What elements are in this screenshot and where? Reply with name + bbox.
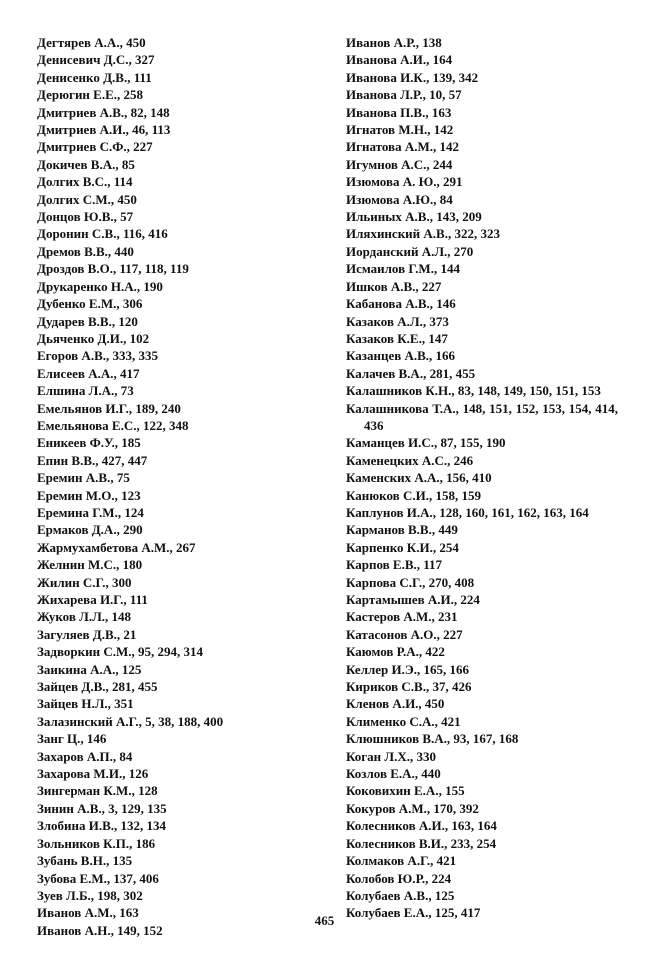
index-entry: Каменецких А.С., 246 bbox=[346, 452, 474, 468]
index-entry: Каменских А.А., 156, 410 bbox=[346, 470, 492, 486]
index-entry: Жуков Л.Л., 148 bbox=[37, 609, 132, 625]
index-entry: Залазинский А.Г., 5, 38, 188, 400 bbox=[37, 713, 224, 729]
index-entry: Иорданский А.Л., 270 bbox=[346, 243, 474, 259]
index-entry: Колмаков А.Г., 421 bbox=[346, 853, 457, 869]
index-entry: Еникеев Ф.У., 185 bbox=[37, 435, 141, 451]
index-entry: Зубань В.Н., 135 bbox=[37, 853, 133, 869]
index-entry: Егоров А.В., 333, 335 bbox=[37, 348, 158, 364]
index-entry: Зубова Е.М., 137, 406 bbox=[37, 870, 159, 886]
index-entry: Коган Л.Х., 330 bbox=[346, 748, 436, 764]
index-entry: Иванова П.В., 163 bbox=[346, 104, 452, 120]
index-entry: Елшина Л.А., 73 bbox=[37, 383, 134, 399]
index-column-left bbox=[37, 34, 307, 939]
index-entry: Дерюгин Е.Е., 258 bbox=[37, 87, 144, 103]
index-entry: Зинин А.В., 3, 129, 135 bbox=[37, 800, 167, 816]
index-entry: Денисевич Д.С., 327 bbox=[37, 52, 155, 68]
index-entry: Дмитриев А.И., 46, 113 bbox=[37, 122, 171, 138]
index-entry: Карманов В.В., 449 bbox=[346, 522, 458, 538]
index-entry: Игумнов А.С., 244 bbox=[346, 156, 453, 172]
index-entry: Дударев В.В., 120 bbox=[37, 313, 138, 329]
index-entry: Изюмова А.Ю., 84 bbox=[346, 191, 453, 207]
index-entry: Дубенко Е.М., 306 bbox=[37, 296, 143, 312]
index-entry: Клименко С.А., 421 bbox=[346, 713, 461, 729]
index-entry: Жилин С.Г., 300 bbox=[37, 574, 132, 590]
index-column-right bbox=[346, 34, 618, 922]
index-entry: Долгих В.С., 114 bbox=[37, 174, 133, 190]
index-entry: Калашникова Т.А., 148, 151, 152, 153, 154, 414, 436 bbox=[346, 400, 618, 433]
index-entry: Колесников В.И., 233, 254 bbox=[346, 835, 497, 851]
index-entry: Елисеев А.А., 417 bbox=[37, 365, 140, 381]
index-entry: Денисенко Д.В., 111 bbox=[37, 69, 152, 85]
index-entry: Емельянова Е.С., 122, 348 bbox=[37, 417, 189, 433]
index-entry: Казаков А.Л., 373 bbox=[346, 313, 449, 329]
index-entry: Дроздов В.О., 117, 118, 119 bbox=[37, 261, 189, 277]
index-entry: Катасонов А.О., 227 bbox=[346, 626, 463, 642]
index-entry: Калачев В.А., 281, 455 bbox=[346, 365, 476, 381]
index-entry: Калашников К.Н., 83, 148, 149, 150, 151, 153 bbox=[346, 383, 601, 399]
index-entry: Еремина Г.М., 124 bbox=[37, 504, 144, 520]
index-entry: Жармухамбетова А.М., 267 bbox=[37, 539, 196, 555]
index-entry: Колубаев Е.А., 125, 417 bbox=[346, 905, 481, 921]
index-entry: Колесников А.И., 163, 164 bbox=[346, 818, 497, 834]
index-entry: Канюков С.И., 158, 159 bbox=[346, 487, 481, 503]
index-entry: Зайцев Н.Л., 351 bbox=[37, 696, 134, 712]
index-entry: Иванов А.Р., 138 bbox=[346, 35, 442, 50]
index-entry: Изюмова А. Ю., 291 bbox=[346, 174, 463, 190]
index-entry: Ермаков Д.А., 290 bbox=[37, 522, 143, 538]
index-entry: Колобов Ю.Р., 224 bbox=[346, 870, 452, 886]
index-entry: Еремин А.В., 75 bbox=[37, 470, 130, 486]
index-entry: Желнин М.С., 180 bbox=[37, 557, 143, 573]
index-entry: Донцов Ю.В., 57 bbox=[37, 209, 134, 225]
index-entry: Захарова М.И., 126 bbox=[37, 766, 149, 782]
index-entry: Дмитриев А.В., 82, 148 bbox=[37, 104, 170, 120]
index-entry: Колубаев А.В., 125 bbox=[346, 887, 455, 903]
index-entry: Зольников К.П., 186 bbox=[37, 835, 156, 851]
index-entry: Каманцев И.С., 87, 155, 190 bbox=[346, 435, 506, 451]
index-entry: Козлов Е.А., 440 bbox=[346, 766, 441, 782]
index-entry: Казанцев А.В., 166 bbox=[346, 348, 456, 364]
index-entry: Иляхинский А.В., 322, 323 bbox=[346, 226, 500, 242]
index-entry: Епин В.В., 427, 447 bbox=[37, 452, 148, 468]
index-entry: Клюшников В.А., 93, 167, 168 bbox=[346, 731, 519, 747]
index-entry: Казаков К.Е., 147 bbox=[346, 330, 448, 346]
index-entry: Жихарева И.Г., 111 bbox=[37, 592, 148, 607]
index-entry: Иванова А.И., 164 bbox=[346, 52, 453, 68]
index-entry: Кленов А.И., 450 bbox=[346, 696, 445, 712]
index-entry: Ишков А.В., 227 bbox=[346, 278, 442, 294]
index-entry: Игнатова А.М., 142 bbox=[346, 139, 459, 155]
index-entry: Исмаилов Г.М., 144 bbox=[346, 261, 460, 277]
index-entry: Кириков С.В., 37, 426 bbox=[346, 679, 472, 695]
index-entry: Докичев В.А., 85 bbox=[37, 156, 135, 172]
page-number: 465 bbox=[314, 913, 335, 928]
index-entry: Иванова И.К., 139, 342 bbox=[346, 69, 479, 85]
index-entry: Карпов Е.В., 117 bbox=[346, 557, 443, 573]
index-entry: Задворкин С.М., 95, 294, 314 bbox=[37, 644, 203, 660]
index-entry: Картамышев А.И., 224 bbox=[346, 592, 480, 607]
index-entry: Ильиных А.В., 143, 209 bbox=[346, 209, 482, 225]
index-entry: Загуляев Д.В., 21 bbox=[37, 626, 137, 642]
index-entry: Иванова Л.Р., 10, 57 bbox=[346, 87, 462, 103]
index-entry: Занг Ц., 146 bbox=[37, 731, 107, 747]
index-entry: Дремов В.В., 440 bbox=[37, 243, 134, 259]
index-entry: Дьяченко Д.И., 102 bbox=[37, 330, 150, 346]
index-entry: Злобина И.В., 132, 134 bbox=[37, 818, 166, 834]
index-entry: Иванов А.Н., 149, 152 bbox=[37, 922, 163, 938]
index-entry: Емельянов И.Г., 189, 240 bbox=[37, 400, 181, 416]
index-entry: Доронин С.В., 116, 416 bbox=[37, 226, 168, 242]
index-entry: Зуев Л.Б., 198, 302 bbox=[37, 887, 143, 903]
index-entry: Келлер И.Э., 165, 166 bbox=[346, 661, 469, 677]
index-entry: Кабанова А.В., 146 bbox=[346, 296, 456, 312]
index-entry: Захаров А.П., 84 bbox=[37, 748, 133, 764]
index-entry: Зингерман К.М., 128 bbox=[37, 783, 158, 799]
index-entry: Игнатов М.Н., 142 bbox=[346, 122, 454, 138]
index-entry: Зайцев Д.В., 281, 455 bbox=[37, 679, 158, 695]
index-entry: Иванов А.М., 163 bbox=[37, 905, 139, 921]
index-entry: Еремин М.О., 123 bbox=[37, 487, 141, 503]
index-entry: Карпенко К.И., 254 bbox=[346, 539, 459, 555]
index-entry: Каплунов И.А., 128, 160, 161, 162, 163, 164 bbox=[346, 504, 589, 520]
index-entry: Коковихин Е.А., 155 bbox=[346, 783, 465, 799]
index-entry: Кокуров А.М., 170, 392 bbox=[346, 800, 479, 816]
index-entry: Долгих С.М., 450 bbox=[37, 191, 137, 207]
index-entry: Дмитриев С.Ф., 227 bbox=[37, 139, 153, 155]
index-entry: Дегтярев А.А., 450 bbox=[37, 35, 146, 50]
index-entry: Заикина А.А., 125 bbox=[37, 661, 142, 677]
index-entry: Каюмов Р.А., 422 bbox=[346, 644, 445, 660]
index-entry: Карпова С.Г., 270, 408 bbox=[346, 574, 475, 590]
index-entry: Друкаренко Н.А., 190 bbox=[37, 278, 163, 294]
index-entry: Кастеров А.М., 231 bbox=[346, 609, 458, 625]
